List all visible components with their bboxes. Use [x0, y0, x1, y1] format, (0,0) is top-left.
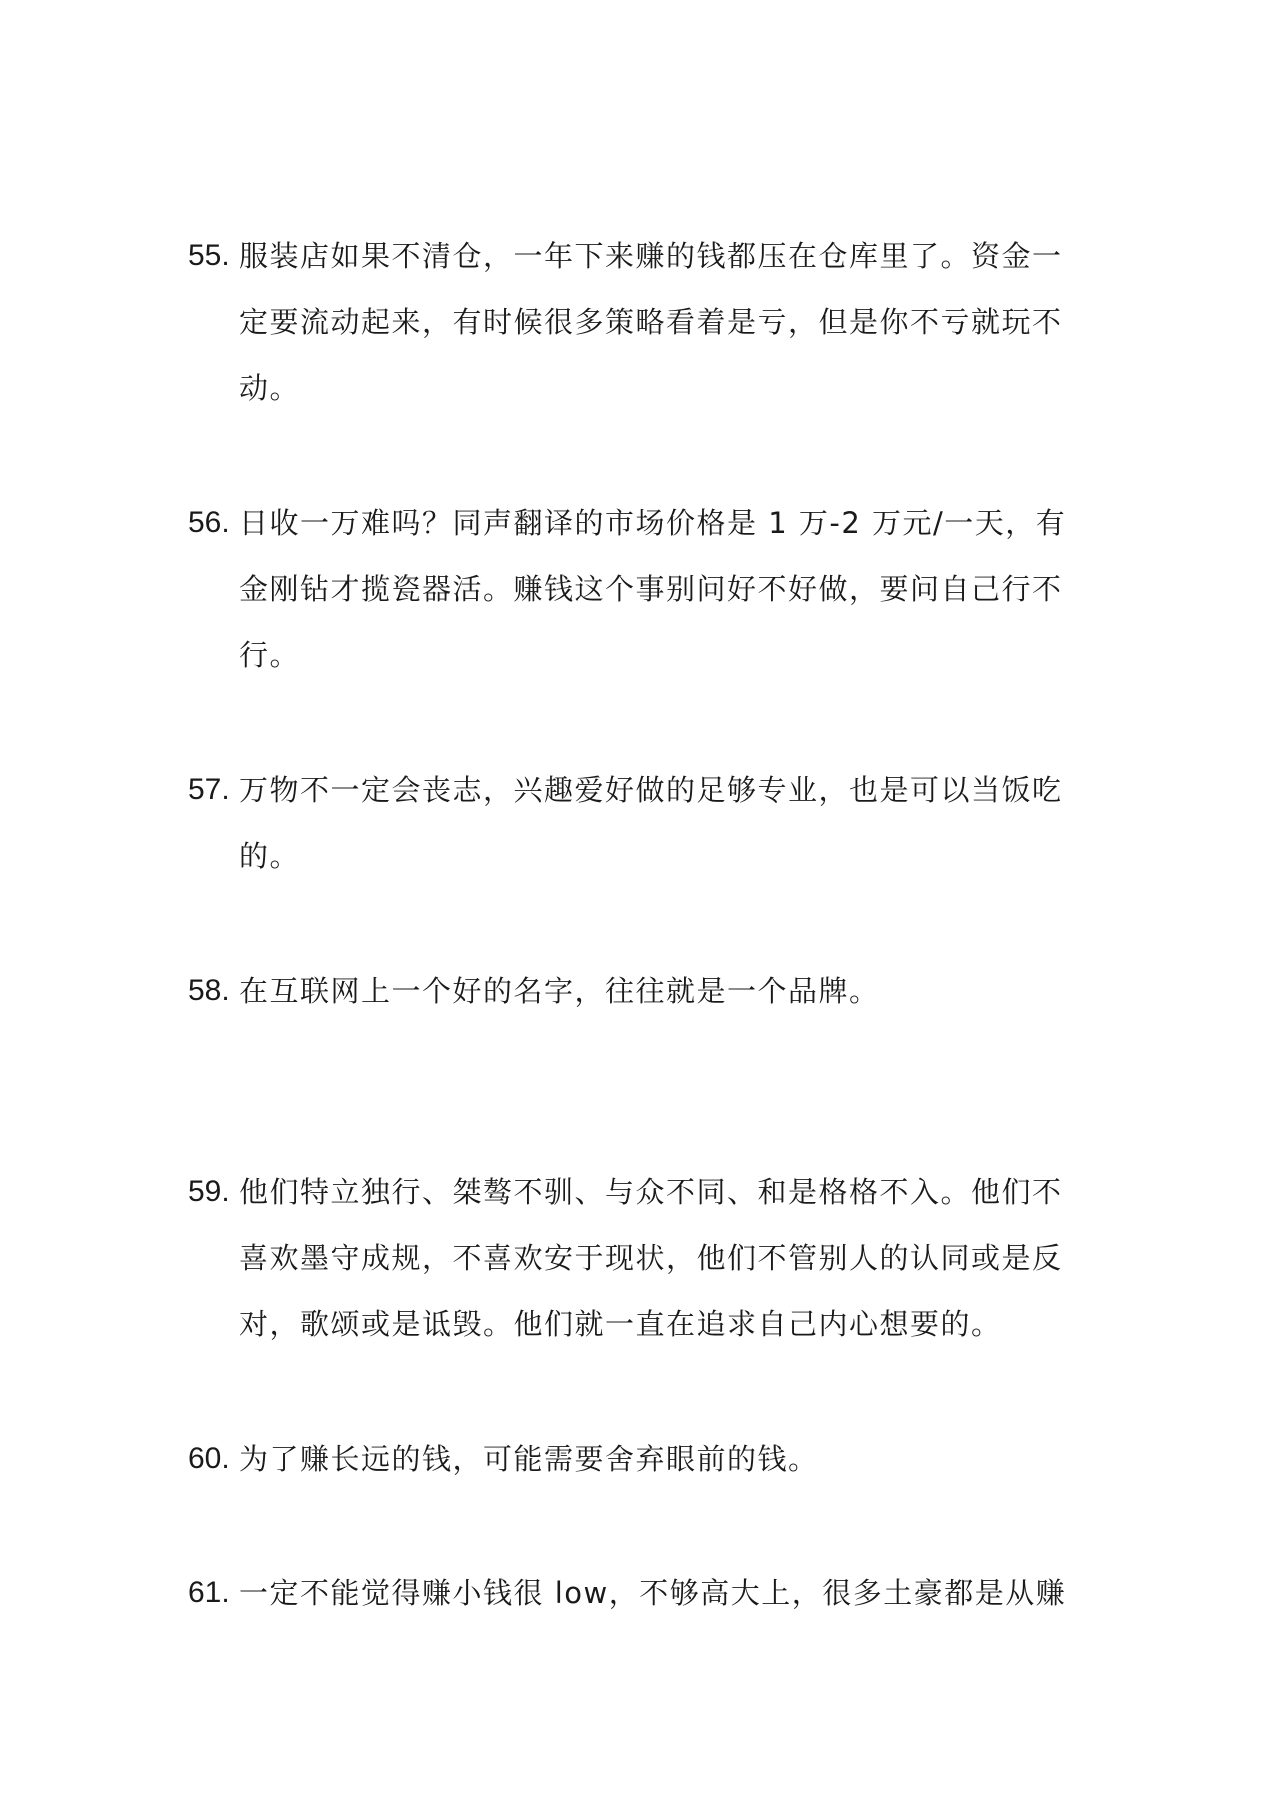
item-text: 万物不一定会丧志，兴趣爱好做的足够专业，也是可以当饭吃的。 — [239, 773, 1063, 873]
item-text: 为了赚长远的钱，可能需要舍弃眼前的钱。 — [239, 1442, 819, 1476]
item-number: 58. — [188, 974, 230, 1007]
list-item — [188, 490, 1088, 688]
list-item — [188, 1560, 1088, 1626]
list-item — [188, 757, 1088, 889]
list-item — [188, 223, 1088, 421]
item-number: 56. — [188, 506, 230, 539]
item-text: 服装店如果不清仓，一年下来赚的钱都压在仓库里了。资金一定要流动起来，有时候很多策略看着是亏，但是你不亏就玩不动。 — [239, 239, 1063, 405]
list-item — [188, 1159, 1088, 1357]
list-item — [188, 1426, 1088, 1492]
item-number: 59. — [188, 1175, 230, 1208]
item-number: 57. — [188, 773, 230, 806]
item-number: 55. — [188, 239, 230, 272]
item-text: 他们特立独行、桀骜不驯、与众不同、和是格格不入。他们不喜欢墨守成规，不喜欢安于现状，他们不管别人的认同或是反对，歌颂或是诋毁。他们就一直在追求自己内心想要的。 — [239, 1175, 1063, 1341]
list-item — [188, 958, 1088, 1024]
item-number: 60. — [188, 1442, 230, 1475]
item-text: 日收一万难吗？同声翻译的市场价格是 1 万-2 万元/一天，有金刚钻才揽瓷器活。赚钱这个事别问好不好做，要问自己行不行。 — [239, 506, 1067, 672]
item-text: 一定不能觉得赚小钱很 low，不够高大上，很多土豪都是从赚 — [239, 1576, 1067, 1610]
item-number: 61. — [188, 1576, 230, 1609]
item-text: 在互联网上一个好的名字，往往就是一个品牌。 — [239, 974, 880, 1008]
